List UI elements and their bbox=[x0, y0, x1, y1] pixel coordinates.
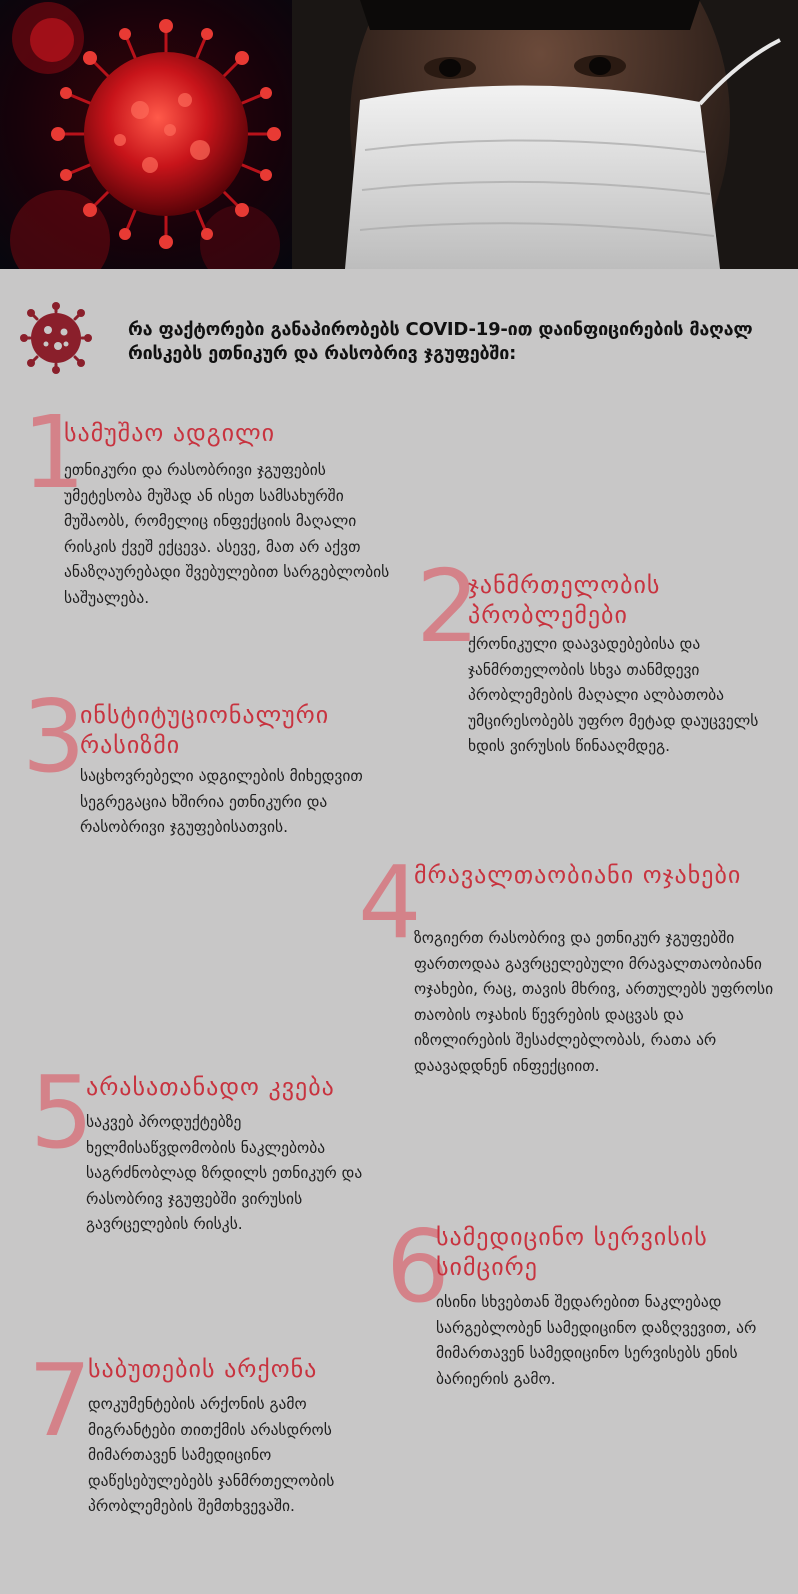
factor-body: ზოგიერთ რასობრივ და ეთნიკურ ჯგუფებში ფართოდაა გავრცელებული მრავალთაობიანი ოჯახები, რაც, თავის მხრივ, ართულებს უფროსი თაობის ოჯახის წევრების დაცვას და იზოლირების შესაძლებლობას, რათა არ დაავადდნენ ინფექციით. bbox=[414, 929, 774, 1075]
factor-number: 7 bbox=[28, 1342, 92, 1459]
factor-number: 1 bbox=[22, 394, 86, 511]
hero-banner bbox=[0, 0, 798, 269]
factor-heading: მრავალთაობიანი ოჯახები bbox=[414, 861, 742, 889]
factor-body: საცხოვრებელი ადგილების მიხედვით სეგრეგაცია ხშირია ეთნიკური და რასობრივი ჯგუფებისათვის. bbox=[80, 767, 363, 836]
factor-number: 4 bbox=[358, 844, 422, 961]
factor-body: დოკუმენტების არქონის გამო მიგრანტები თითქმის არასდროს მიმართავენ სამედიცინო დაწესებულებებს ჯანმრთელობის პრობლემების შემთხვევაში. bbox=[88, 1395, 335, 1515]
hero-artwork bbox=[0, 0, 798, 269]
factor-body: ქრონიკული დაავადებებისა და ჯანმრთელობის სხვა თანმდევი პრობლემების მაღალი ალბათობა უმცირესობებს უფრო მეტად დაუცველს ხდის ვირუსის წინააღმდეგ. bbox=[468, 635, 759, 755]
factor-number: 5 bbox=[30, 1054, 94, 1171]
factor-heading: სამუშაო ადგილი bbox=[64, 419, 276, 447]
coronavirus-icon bbox=[20, 302, 92, 374]
coronavirus-illustration bbox=[0, 0, 292, 269]
page-title: რა ფაქტორები განაპირობებს COVID-19-ით დაინფიცირების მაღალ რისკებს ეთნიკურ და რასობრივ ჯგუფებში: bbox=[128, 319, 753, 364]
factor-number: 2 bbox=[416, 548, 480, 665]
factor-number: 6 bbox=[386, 1208, 450, 1325]
factor-heading: სამედიცინო სერვისის სიმცირე bbox=[436, 1223, 708, 1281]
factor-heading: ჯანმრთელობის პრობლემები bbox=[468, 571, 661, 629]
factor-heading: ინსტიტუციონალური რასიზმი bbox=[80, 701, 330, 759]
factor-body: ისინი სხვებთან შედარებით ნაკლებად სარგებლობენ სამედიცინო დაზღვევით, არ მიმართავენ სამედიცინო სერვისებს ენის ბარიერის გამო. bbox=[436, 1293, 757, 1388]
factor-body: საკვებ პროდუქტებზე ხელმისაწვდომობის ნაკლებობა საგრძნობლად ზრდილს ეთნიკურ და რასობრივ ჯგუფებში ვირუსის გავრცელების რისკს. bbox=[86, 1113, 363, 1233]
factor-body: ეთნიკური და რასობრივი ჯგუფების უმეტესობა მუშად ან ისეთ სამსახურში მუშაობს, რომელიც ინფექციის მაღალი რისკის ქვეშ ექცევა. ასევე, მათ არ აქვთ ანაზღაურებადი შვებულებით სარგებლობის საშუალება. bbox=[64, 461, 390, 607]
masked-person-photo bbox=[292, 0, 798, 269]
factor-heading: არასათანადო კვება bbox=[86, 1073, 335, 1101]
title-row bbox=[0, 296, 798, 376]
factor-heading: საბუთების არქონა bbox=[88, 1355, 318, 1383]
factor-number: 3 bbox=[22, 678, 86, 795]
